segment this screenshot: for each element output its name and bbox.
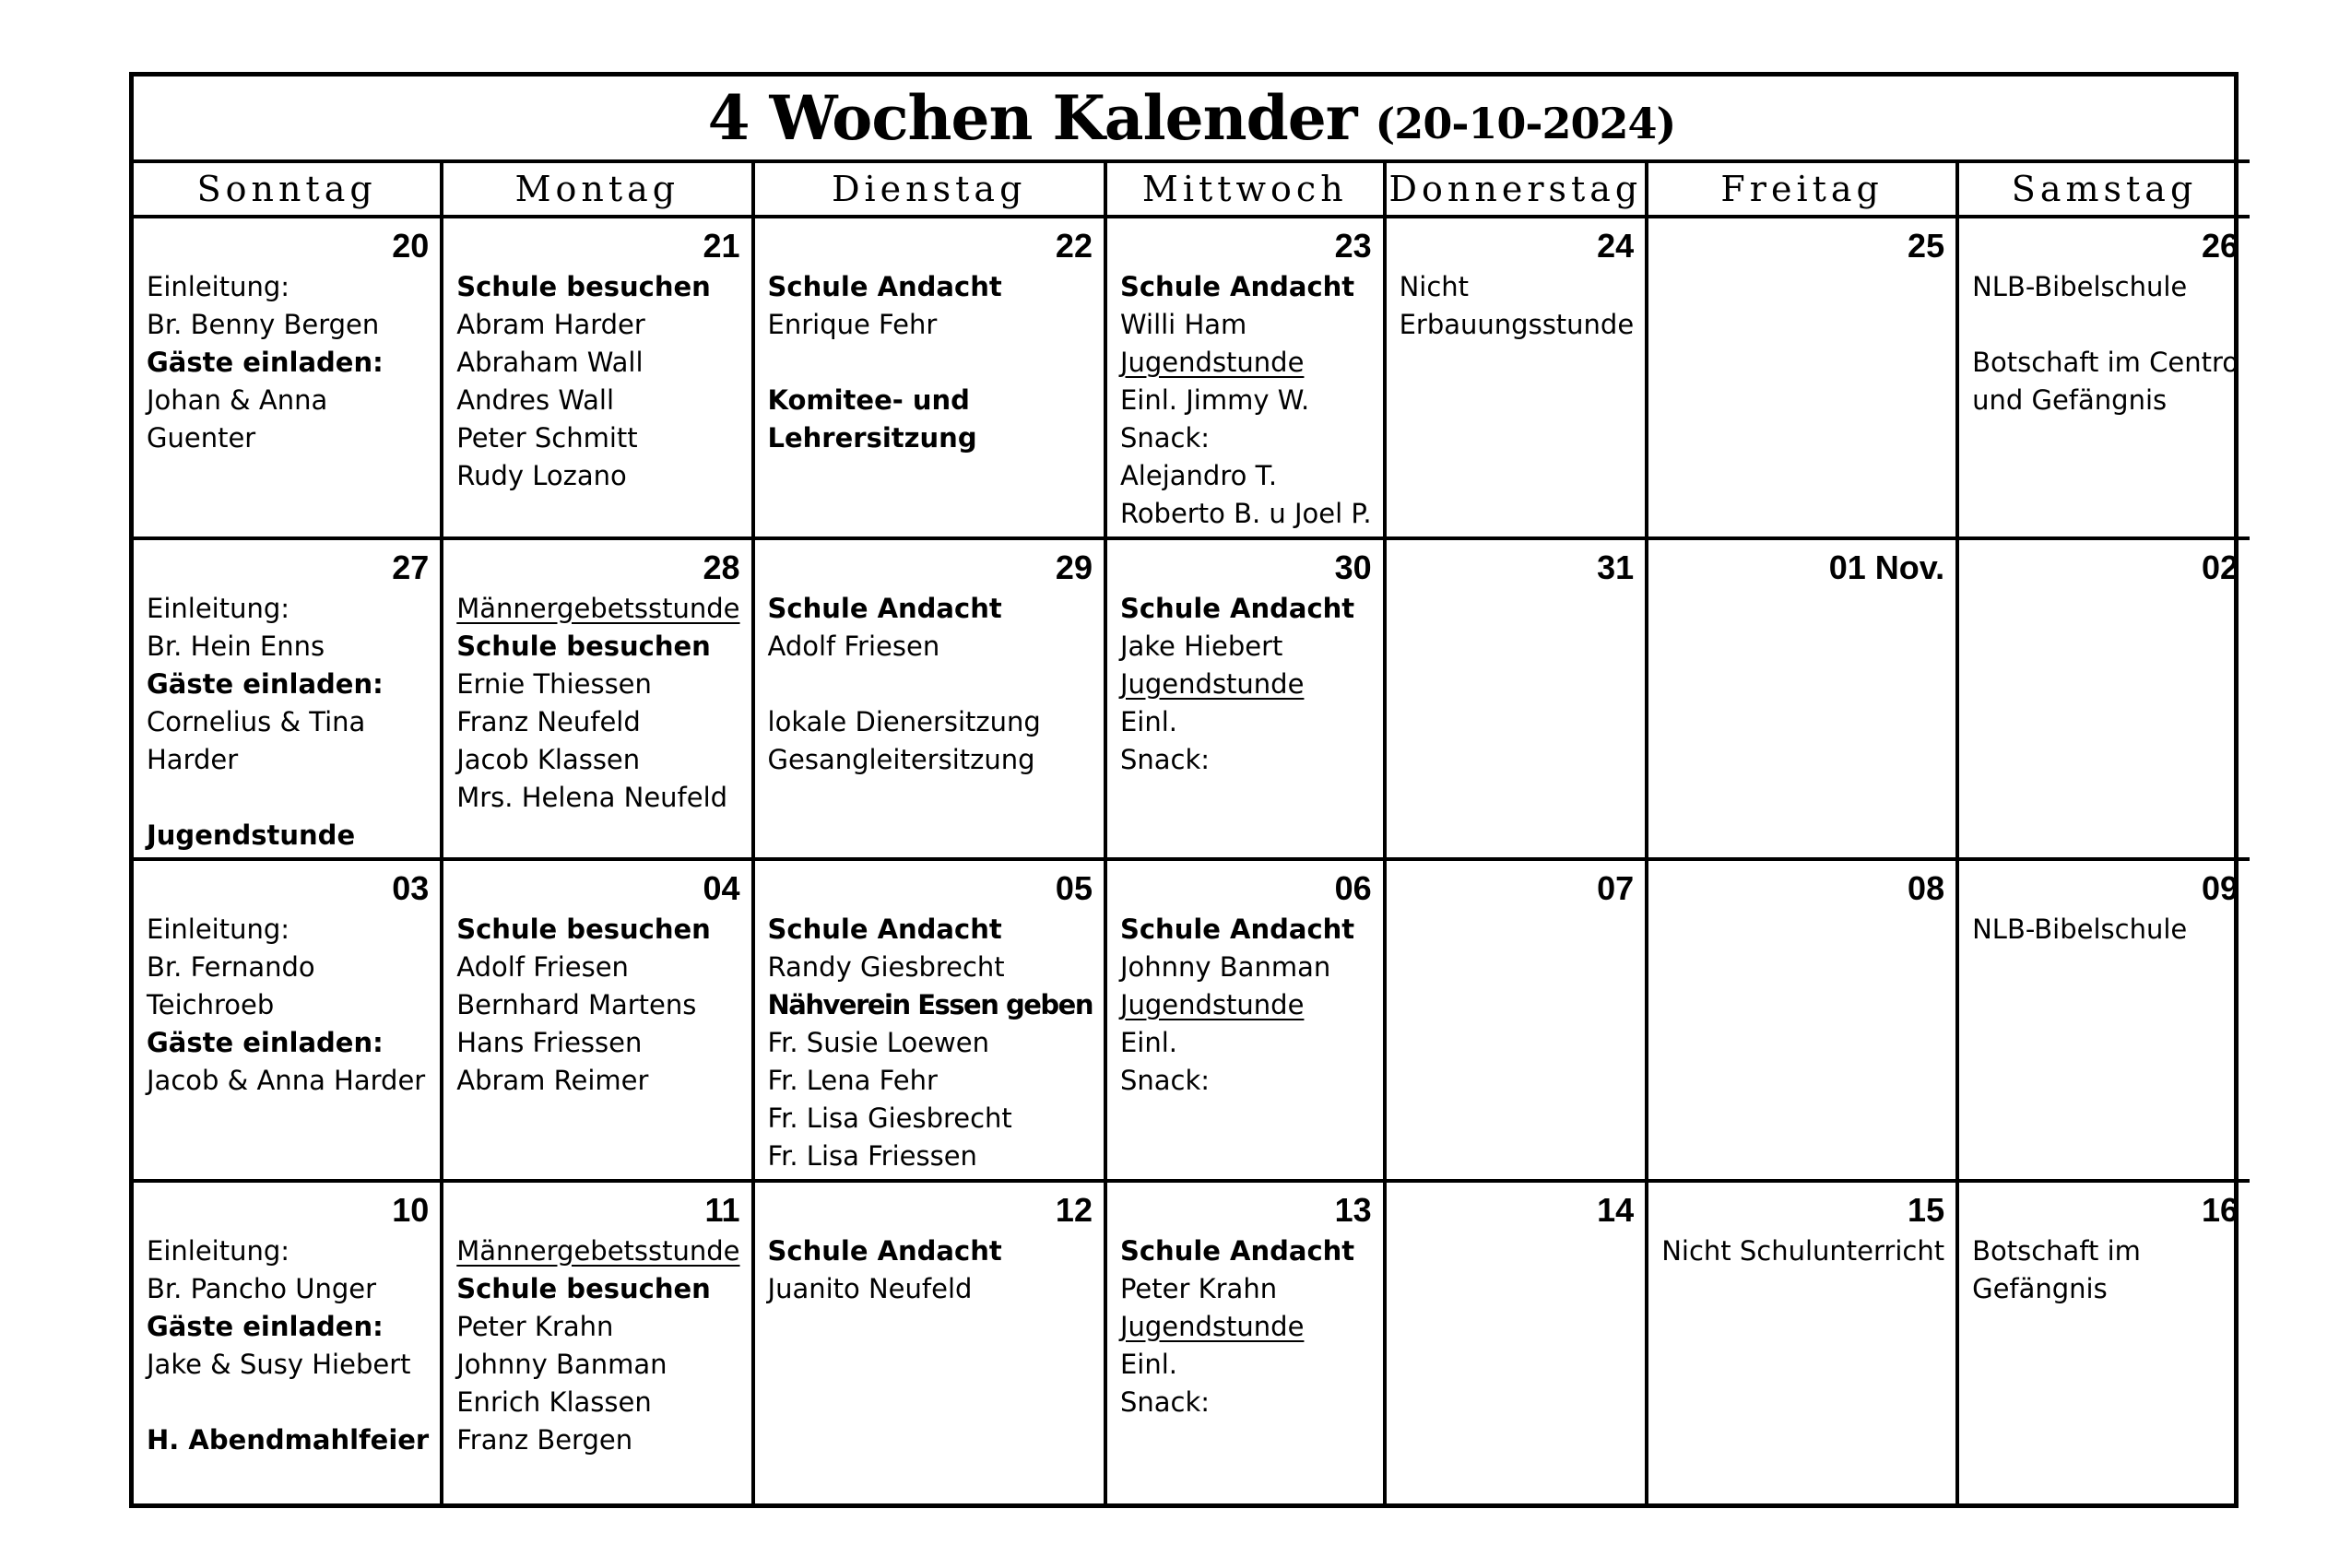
day-cell — [1107, 540, 1387, 862]
entry-line: Einleitung: — [147, 1234, 290, 1267]
entry-line: Einl. — [1119, 705, 1178, 737]
weekday-header: Montag — [443, 163, 754, 218]
entry-line: Nicht Schulunterricht — [1661, 1234, 1945, 1267]
entry-line: Johnny Banman — [1119, 951, 1331, 983]
entry-line: Adolf Friesen — [767, 630, 940, 662]
entry-line — [1972, 306, 2239, 344]
day-number: 27 — [392, 548, 430, 586]
day-number: 29 — [1055, 548, 1093, 586]
entry-line: Gäste einladen: — [147, 347, 384, 378]
day-cell — [1648, 1183, 1959, 1504]
day-number: 28 — [703, 548, 740, 586]
day-number: 14 — [1597, 1190, 1635, 1229]
entry-line: Snack: — [1119, 422, 1211, 454]
entry-line: Gäste einladen: — [147, 1027, 384, 1058]
day-number: 08 — [1908, 869, 1945, 907]
entry-line: Bernhard Martens — [456, 989, 697, 1020]
entry-line: Snack: — [1119, 1065, 1211, 1096]
weekday-header: Freitag — [1648, 163, 1959, 218]
day-number: 05 — [1055, 869, 1093, 907]
calendar-title — [134, 77, 2250, 163]
day-cell — [1107, 861, 1387, 1183]
entry-line: Botschaft im Centro — [1972, 347, 2239, 378]
day-cell — [443, 1183, 754, 1504]
entry-line: Alejandro T. — [1119, 460, 1278, 491]
day-cell — [755, 218, 1107, 540]
entry-line — [768, 666, 1093, 703]
day-number: 07 — [1597, 869, 1635, 907]
day-number: 24 — [1597, 227, 1635, 265]
entry-line: Fr. Lisa Giesbrecht — [767, 1102, 1012, 1134]
entry-line: Schule besuchen — [456, 1272, 711, 1304]
entry-line: Jugendstunde — [147, 819, 356, 851]
entry-line: Schule Andacht — [767, 1234, 1002, 1267]
entry-line: Guenter — [147, 422, 256, 454]
weekday-header: Samstag — [1959, 163, 2250, 218]
entry-line: Johnny Banman — [456, 1348, 667, 1380]
entry-line: Adolf Friesen — [456, 951, 629, 983]
entry-line: Andres Wall — [456, 384, 615, 416]
calendar-grid — [129, 72, 2239, 1508]
entry-line: Gäste einladen: — [147, 1310, 384, 1342]
entry-line: Jacob Klassen — [456, 743, 641, 775]
entry-line: Jugendstunde — [1119, 1310, 1305, 1342]
entry-line: Jugendstunde — [1119, 667, 1305, 700]
entry-line: Jacob & Anna Harder — [147, 1065, 426, 1096]
entry-line: Schule Andacht — [767, 592, 1002, 624]
entry-line: Ernie Thiessen — [456, 667, 652, 700]
entry-line: Randy Giesbrecht — [767, 951, 1005, 983]
entry-line: Franz Bergen — [456, 1423, 633, 1456]
entry-line: Juanito Neufeld — [767, 1272, 973, 1304]
day-cell — [1648, 861, 1959, 1183]
entry-line: Jake & Susy Hiebert — [147, 1348, 411, 1380]
entry-line: Komitee- und — [767, 384, 970, 416]
day-cell — [1387, 540, 1649, 862]
entry-line: und Gefängnis — [1972, 384, 2168, 416]
entry-line: Br. Pancho Unger — [147, 1272, 376, 1304]
weekday-header: Donnerstag — [1387, 163, 1649, 218]
day-cell — [1648, 540, 1959, 862]
day-cell — [443, 540, 754, 862]
day-cell — [1387, 861, 1649, 1183]
entry-line: Enrique Fehr — [767, 309, 938, 340]
entry-line: Einleitung: — [147, 592, 290, 624]
entry-line: Schule Andacht — [1119, 914, 1355, 945]
entry-line: Einl. Jimmy W. — [1119, 384, 1310, 416]
entry-line: Willi Ham — [1119, 309, 1247, 340]
day-number: 10 — [392, 1190, 430, 1229]
day-cell — [1959, 540, 2250, 862]
day-cell — [443, 861, 754, 1183]
day-cell — [1959, 218, 2250, 540]
day-cell — [1648, 218, 1959, 540]
day-number: 15 — [1908, 1190, 1945, 1229]
day-number: 13 — [1334, 1190, 1372, 1229]
entry-line: Schule besuchen — [456, 914, 711, 945]
entry-line: Männergebetsstunde — [456, 592, 740, 624]
entry-line: Schule Andacht — [1119, 1234, 1355, 1267]
entry-line: Peter Krahn — [456, 1310, 614, 1342]
entry-line: Gesangleitersitzung — [767, 743, 1035, 775]
day-cell — [134, 540, 443, 862]
day-number: 03 — [392, 869, 430, 907]
entry-line: Snack: — [1119, 743, 1211, 775]
entry-line: Männergebetsstunde — [456, 1234, 740, 1267]
day-cell — [1387, 1183, 1649, 1504]
entry-line — [147, 1384, 429, 1421]
entry-line: Hans Friessen — [456, 1027, 643, 1058]
day-cell — [1959, 861, 2250, 1183]
day-cell — [1959, 1183, 2250, 1504]
entry-line: Schule besuchen — [456, 630, 711, 662]
entry-line: Erbauungsstunde — [1399, 309, 1635, 340]
entry-line: Franz Neufeld — [456, 705, 641, 737]
day-cell — [443, 218, 754, 540]
day-number: 12 — [1055, 1190, 1093, 1229]
weekday-header: Sonntag — [134, 163, 443, 218]
day-number: 16 — [2201, 1190, 2239, 1229]
entry-line: Peter Schmitt — [456, 422, 638, 454]
entry-line: Abraham Wall — [456, 347, 644, 378]
day-number: 11 — [704, 1190, 740, 1229]
entry-line: Mrs. Helena Neufeld — [456, 781, 728, 813]
entry-line: Br. Fernando — [147, 951, 315, 983]
entry-line: Schule Andacht — [767, 271, 1002, 302]
day-cell — [134, 1183, 443, 1504]
entry-line: Fr. Susie Loewen — [767, 1027, 989, 1058]
entry-line: Teichroeb — [147, 989, 275, 1020]
entry-line: Peter Krahn — [1119, 1272, 1278, 1304]
day-number: 02 — [2201, 548, 2239, 586]
entry-line: NLB-Bibelschule — [1972, 271, 2188, 302]
entry-line: Nähverein Essen geben — [767, 989, 1093, 1020]
entry-line: Einleitung: — [147, 914, 290, 945]
day-number: 20 — [392, 227, 430, 265]
entry-line: Fr. Lisa Friessen — [767, 1140, 977, 1172]
day-number: 22 — [1055, 227, 1093, 265]
entry-line: Jugendstunde — [1119, 989, 1305, 1020]
entry-line — [768, 344, 1093, 382]
entry-line: lokale Dienersitzung — [767, 705, 1041, 737]
entry-line: Br. Benny Bergen — [147, 309, 380, 340]
day-cell — [1387, 218, 1649, 540]
entry-line: Einleitung: — [147, 271, 290, 302]
weekday-header: Dienstag — [755, 163, 1107, 218]
day-number: 30 — [1334, 548, 1372, 586]
entry-line: Fr. Lena Fehr — [767, 1065, 938, 1096]
weekday-header: Mittwoch — [1107, 163, 1387, 218]
day-number: 06 — [1334, 869, 1372, 907]
entry-line: NLB-Bibelschule — [1972, 914, 2188, 945]
entry-line: Schule besuchen — [456, 271, 711, 302]
entry-line: Br. Hein Enns — [147, 630, 325, 662]
entry-line: Gefängnis — [1972, 1272, 2108, 1304]
entry-line: Botschaft im — [1972, 1234, 2141, 1267]
day-cell — [1107, 218, 1387, 540]
day-cell — [134, 861, 443, 1183]
entry-line: Einl. — [1119, 1348, 1178, 1380]
day-cell — [755, 1183, 1107, 1504]
entry-line: Johan & Anna — [147, 384, 328, 416]
entry-line: Abram Harder — [456, 309, 645, 340]
day-cell — [755, 861, 1107, 1183]
day-cell — [1107, 1183, 1387, 1504]
entry-line: Lehrersitzung — [767, 422, 977, 454]
entry-line: Rudy Lozano — [456, 460, 627, 491]
title-date: (20-10-2024) — [1375, 99, 1676, 148]
entry-line: Einl. — [1119, 1027, 1178, 1058]
day-number: 26 — [2201, 227, 2239, 265]
day-number: 31 — [1597, 548, 1635, 586]
entry-line: Jugendstunde — [1119, 347, 1305, 378]
entry-line: Schule Andacht — [767, 914, 1002, 945]
entry-line: Schule Andacht — [1119, 271, 1355, 302]
entry-line: Jake Hiebert — [1119, 630, 1283, 662]
day-cell — [755, 540, 1107, 862]
entry-line: Cornelius & Tina — [147, 705, 366, 737]
entry-line: Gäste einladen: — [147, 667, 384, 700]
day-number: 01 Nov. — [1828, 548, 1945, 586]
entry-line: Harder — [147, 743, 239, 775]
day-number: 21 — [703, 227, 740, 265]
entry-line: Schule Andacht — [1119, 592, 1355, 624]
entry-line: H. Abendmahlfeier — [147, 1423, 430, 1456]
entry-line — [147, 779, 429, 817]
entry-line: Abram Reimer — [456, 1065, 649, 1096]
day-number: 23 — [1334, 227, 1372, 265]
day-number: 09 — [2201, 869, 2239, 907]
entry-line: Enrich Klassen — [456, 1385, 652, 1418]
day-cell — [134, 218, 443, 540]
entry-line: Nicht — [1399, 271, 1470, 302]
title-text: 4 Wochen Kalender — [707, 82, 1357, 154]
day-number: 25 — [1908, 227, 1945, 265]
entry-line: Roberto B. u Joel P. — [1119, 498, 1372, 529]
entry-line: Snack: — [1119, 1385, 1211, 1418]
day-number: 04 — [703, 869, 740, 907]
